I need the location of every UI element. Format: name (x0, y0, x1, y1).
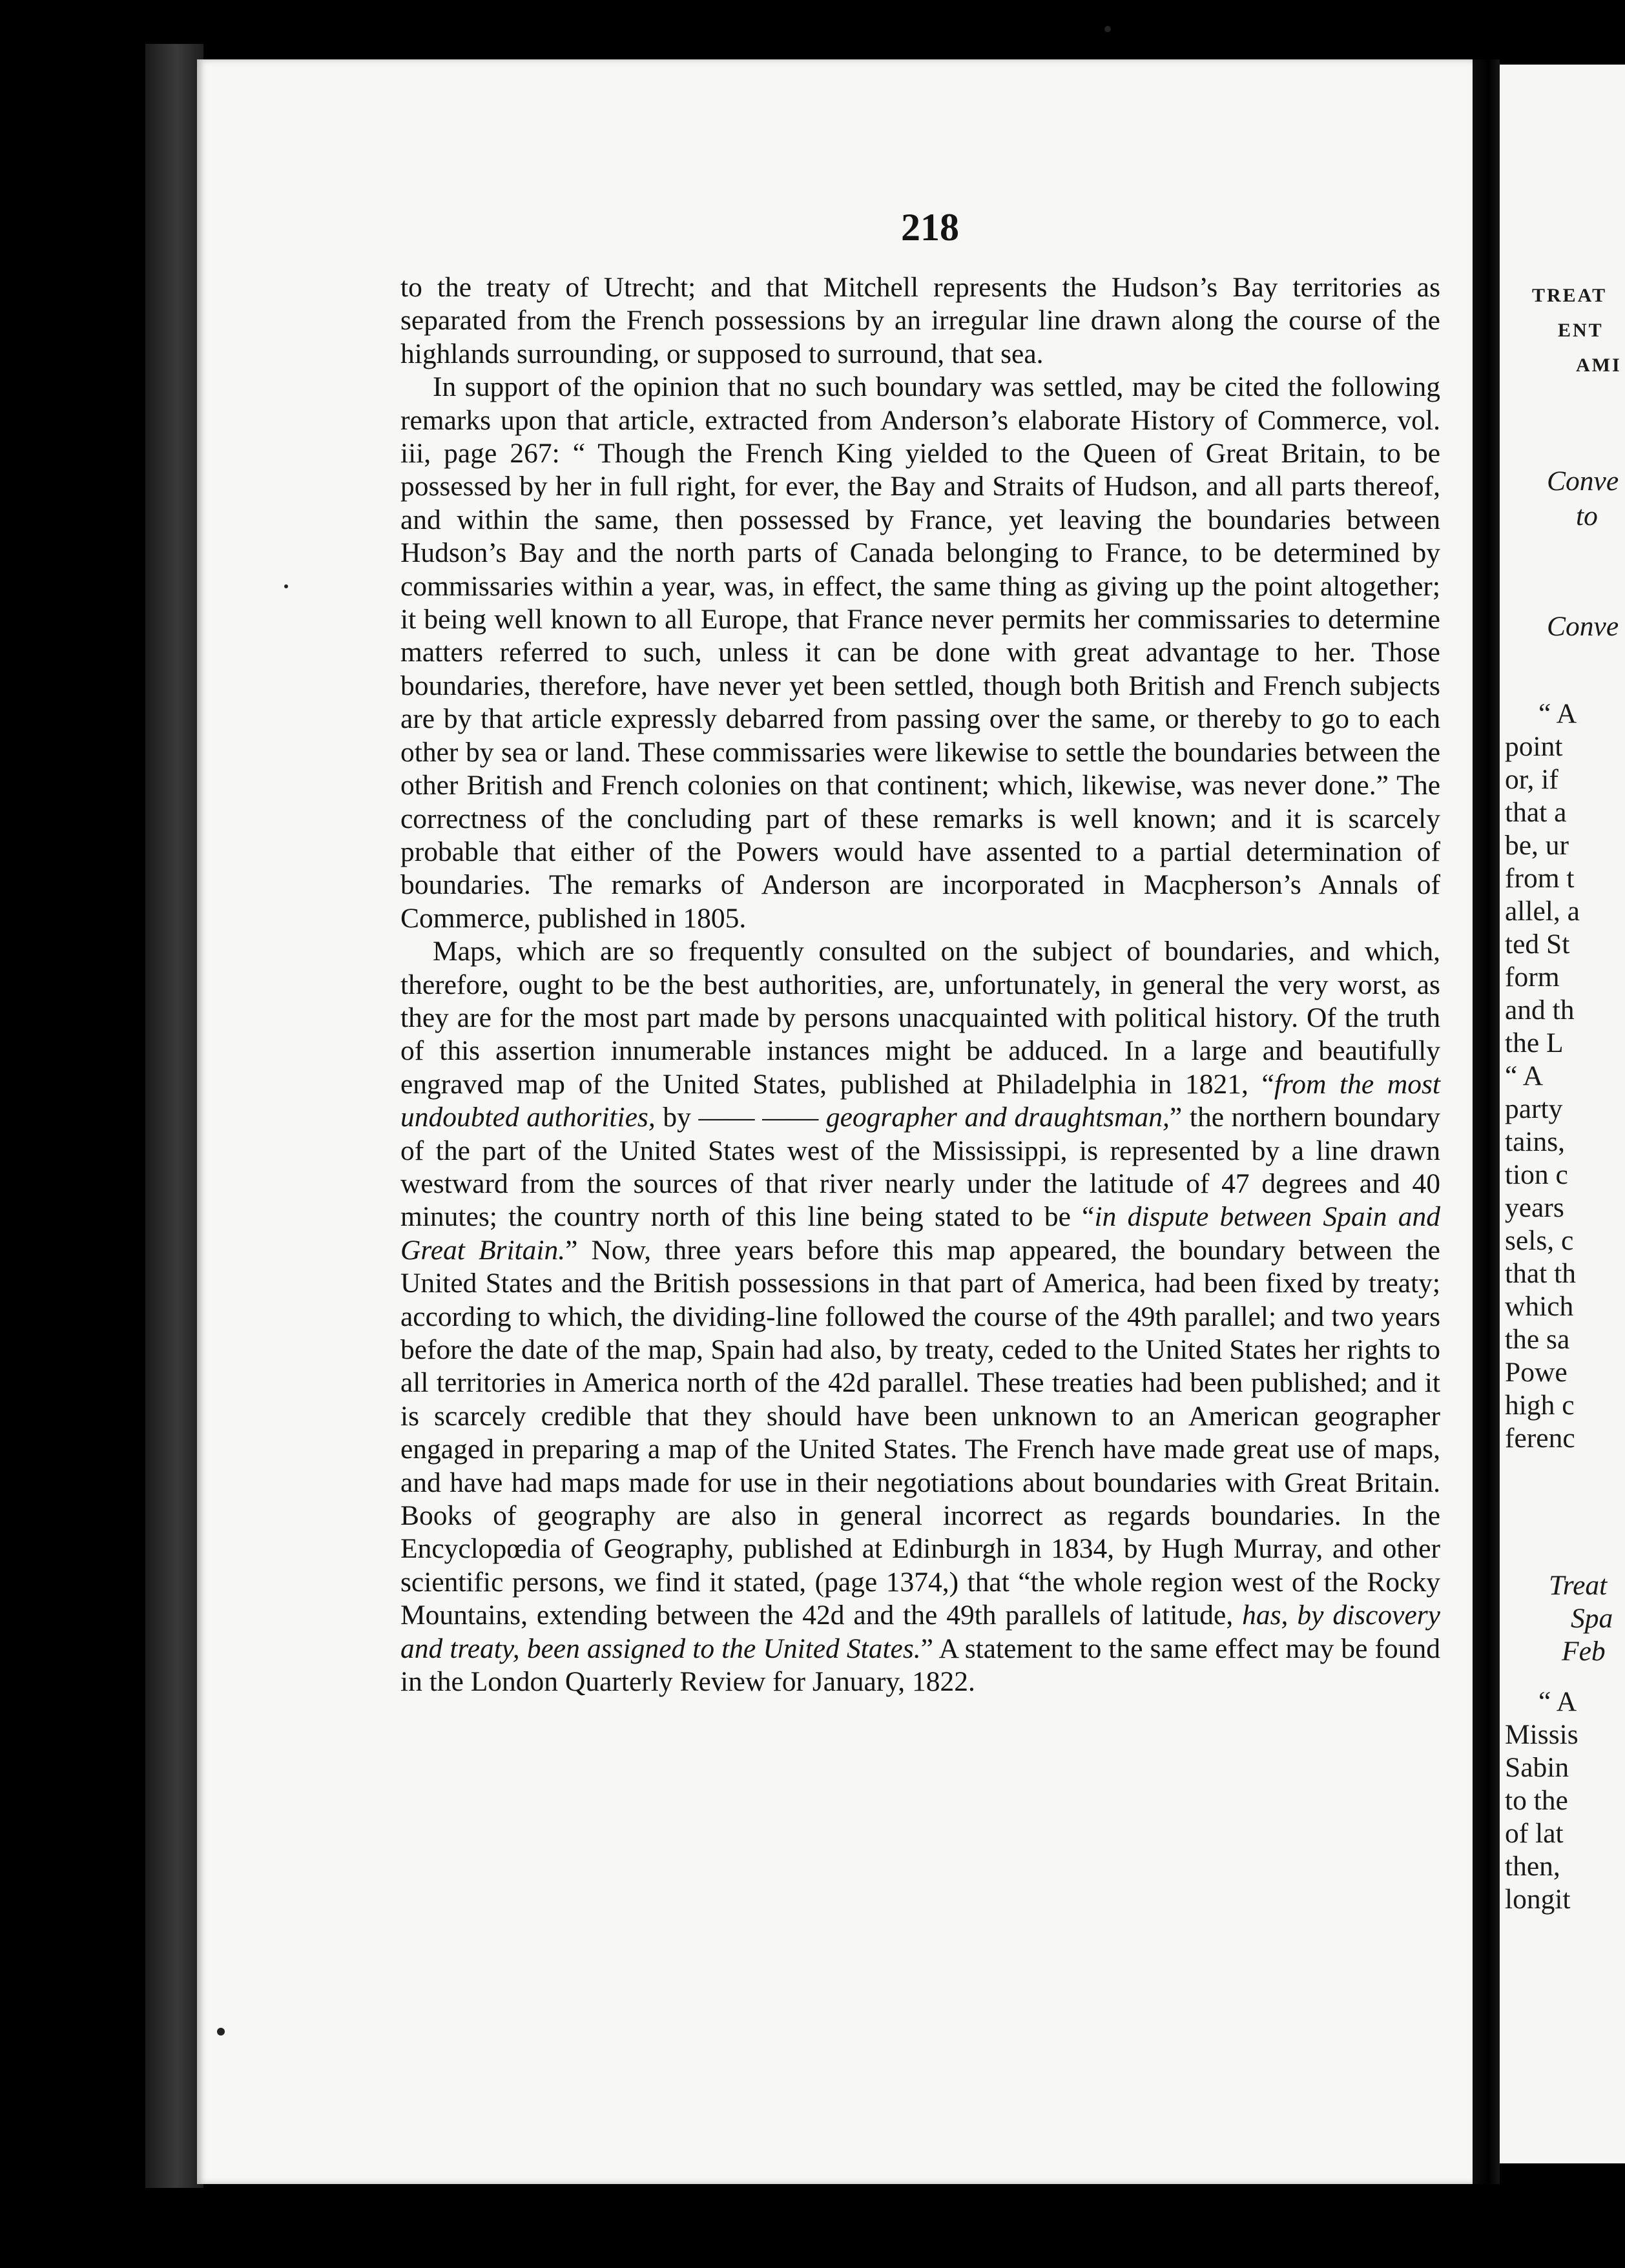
facing-page-text-fragment: ENT (1558, 320, 1604, 341)
facing-page-text-fragment: Sabin (1505, 1752, 1569, 1783)
facing-page-text-fragment: that a (1505, 797, 1567, 828)
facing-page-text-fragment: form (1505, 962, 1560, 993)
facing-page-text-fragment: Spa (1571, 1603, 1613, 1634)
facing-page-text-fragment: or, if (1505, 764, 1558, 795)
facing-page-text-fragment: tion c (1505, 1159, 1568, 1190)
facing-page-text-fragment: AMI (1576, 355, 1622, 376)
facing-page-text-fragment: years (1505, 1192, 1564, 1223)
text-run: ” the northern boundary of the part of the United States west of the Mississippi, is represented by a line drawn westward from the sources of that river nearly under the latitude of 47 degrees and 40 minutes; the country north of this line being stated to be “ (400, 1102, 1441, 1233)
facing-page-text-fragment: from t (1505, 863, 1575, 894)
facing-page-text-fragment: party (1505, 1093, 1563, 1124)
facing-page-text-fragment: tains, (1505, 1126, 1566, 1157)
facing-page-text-fragment: high c (1505, 1390, 1575, 1421)
facing-page-text-fragment: which (1505, 1291, 1574, 1322)
text-run: to the treaty of Utrecht; and that Mitchell represents the Hudson’s Bay territories as separated from the French possessions by an irregular line drawn along the course of the highlands surrounding, or supposed to surround, that sea. (400, 272, 1440, 369)
body-paragraph (400, 371, 1440, 935)
facing-page-text-fragment: Feb (1562, 1636, 1606, 1667)
facing-page-text-fragment: Conve (1547, 466, 1619, 497)
facing-page-text-fragment: Powe (1505, 1357, 1568, 1388)
facing-page-text-fragment: the L (1505, 1027, 1564, 1058)
page-number: 218 (901, 206, 959, 249)
italic-run: from the most undoubted authorities, (400, 1068, 1440, 1133)
text-run: In support of the opinion that no such boundary was settled, may be cited the following remarks upon that article, extracted from Anderson’s elaborate History of Commerce, vol. iii, page 267: “ Though the French King yielded to the Queen of Great Britain, to be possessed by her in full right, for ever, the Bay and Straits of Hudson, and all parts thereof, and within the same, then possessed by France, yet leaving the boundaries between Hudson’s Bay and the north parts of Canada belonging to France, to be determined by commissaries within a year, was, in effect, the same thing as giving up the point altogether; it being well known to all Europe, that France never permits her commissaries to determine matters referred to such, unless it can be done with great advantage to her. Those boundaries, therefore, have never yet been settled, though both British and French subjects are by that article expressly debarred from passing over the same, or thereby to go to each other by sea or land. These commissaries were likewise to settle the boundaries between the other British and French colonies on that continent; which, likewise, was never done.” The correctness of the concluding part of these remarks is well known; and it is scarcely probable that either of the Powers would have assented to a partial determination of boundaries. The remarks of Anderson are incorporated in Macpherson’s Annals of Commerce, published in 1805. (400, 371, 1440, 934)
facing-page-text-fragment: longit (1505, 1884, 1571, 1915)
text-run: ” Now, three years before this map appeared, the boundary between the United States and the British possessions in that part of America, had been fixed by treaty; according to which, the dividing-line followed the course of the 49th parallel; and two years before the date of the map, Spain had also, by treaty, ceded to the United States her rights to all territories in America north of the 42d parallel. These treaties had been published; and it is scarcely credible that they should have been unknown to an American geographer engaged in preparing a map of the United States. The French have made great use of maps, and have had maps made for use in their negotiations about boundaries with Great Britain. Books of geography are also in general incorrect as regards boundaries. In the Encyclopœdia of Geography, published at Edinburgh in 1834, by Hugh Murray, and other scientific persons, we find it stated, (page 1374,) that “the whole region west of the Rocky Mountains, extending between the 42d and the 49th parallels of latitude, (400, 1234, 1440, 1631)
body-text (400, 271, 1440, 1698)
facing-page-text-fragment: Conve (1547, 611, 1619, 642)
book-gutter (1473, 59, 1500, 2184)
facing-page-text-fragment: then, (1505, 1851, 1560, 1882)
italic-run: geographer and draughtsman, (825, 1102, 1170, 1133)
facing-page-text-fragment: ted St (1505, 929, 1570, 960)
facing-page-text-fragment: the sa (1505, 1324, 1570, 1355)
facing-page-fragment (1500, 65, 1625, 2163)
facing-page-text-fragment: to (1576, 500, 1598, 531)
facing-page-text-fragment: sels, c (1505, 1225, 1574, 1256)
text-run: by —— —— (655, 1102, 826, 1133)
body-paragraph (400, 271, 1440, 371)
facing-page-text-fragment: TREAT (1532, 285, 1608, 306)
facing-page-text-fragment: Missis (1505, 1719, 1578, 1750)
facing-page-text-fragment: and th (1505, 995, 1575, 1026)
facing-page-text-fragment: Treat (1549, 1570, 1608, 1601)
facing-page-text-fragment: allel, a (1505, 896, 1580, 927)
text-run: ” A statement to the same effect may be found in the London Quarterly Review for January, 1822. (400, 1633, 1440, 1698)
facing-page-text-fragment: “ A (1505, 1060, 1544, 1091)
body-paragraph (400, 935, 1440, 1698)
text-run: Maps, which are so frequently consulted on the subject of boundaries, and which, therefore, ought to be the best authorities, are, unfortunately, in general the very worst, as they are for the most part made by persons unacquainted with political history. Of the truth of this assertion innumerable instances might be adduced. In a large and beautifully engraved map of the United States, published at Philadelphia in 1821, “ (400, 936, 1440, 1100)
facing-page-text-fragment: ferenc (1505, 1423, 1575, 1454)
scan-binding-edge (145, 44, 203, 2188)
ink-speck (1104, 26, 1111, 32)
facing-page-text-fragment: be, ur (1505, 830, 1569, 861)
facing-page-text-fragment: “ A (1538, 1686, 1577, 1717)
facing-page-text-fragment: point (1505, 731, 1563, 762)
facing-page-text-fragment: to the (1505, 1785, 1568, 1816)
ink-speck (284, 584, 288, 588)
facing-page-text-fragment: that th (1505, 1258, 1576, 1289)
facing-page-text-fragment: “ A (1538, 698, 1577, 729)
italic-run: has, by discovery and treaty, been assigned to the United States. (400, 1600, 1440, 1664)
ink-speck (217, 2028, 225, 2036)
facing-page-text-fragment: of lat (1505, 1818, 1564, 1849)
italic-run: in dispute between Spain and Great Britain. (400, 1201, 1440, 1266)
